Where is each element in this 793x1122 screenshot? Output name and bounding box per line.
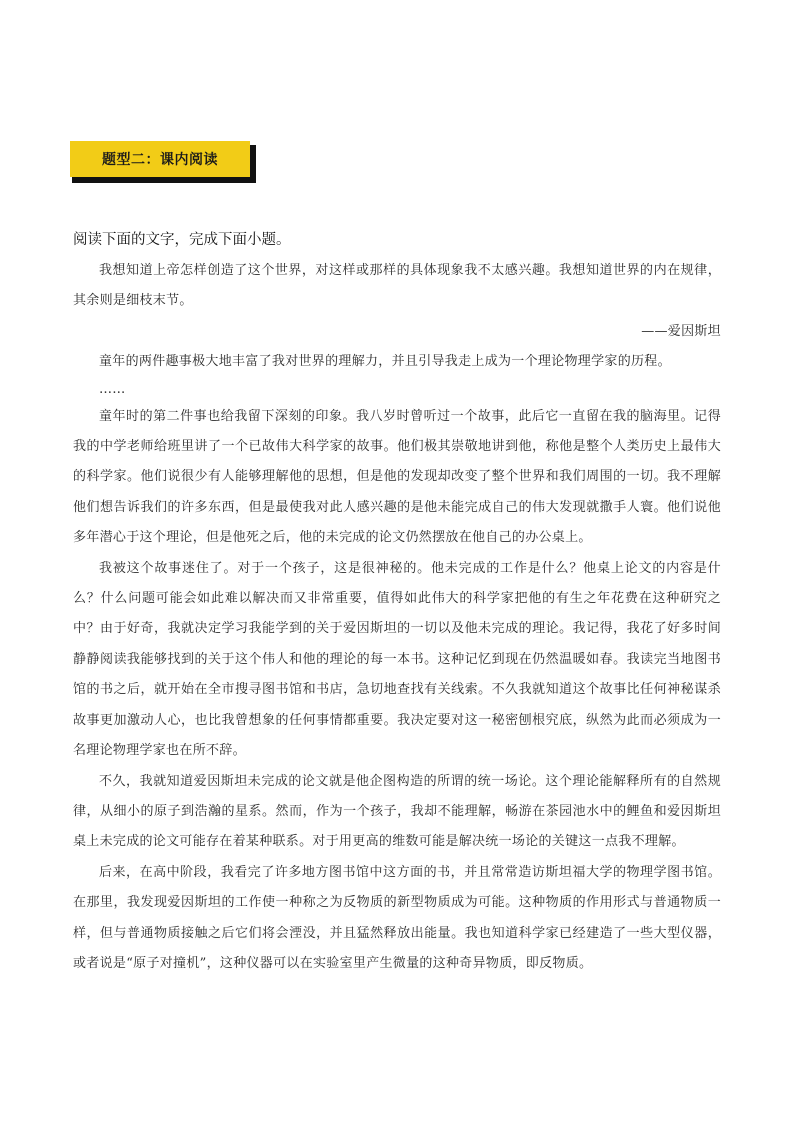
section-title: 题型二：课内阅读 bbox=[102, 152, 218, 168]
reading-passage bbox=[73, 256, 721, 979]
reading-instruction: 阅读下面的文字，完成下面小题。 bbox=[73, 232, 291, 248]
paragraph-6: 后来，在高中阶段，我看完了许多地方图书馆中这方面的书，并且常常造访斯坦福大学的物理学图书馆。在那里，我发现爱因斯坦的工作使一种称之为反物质的新型物质成为可能。这种物质的作用形式与普通物质一样，但与普通物质接触之后它们将会湮没，并且猛然释放出能量。我也知道科学家已经建造了一些大型仪器，或者说是“原子对撞机”，这种仪器可以在实验室里产生微量的这种奇异物质，即反物质。 bbox=[73, 864, 721, 971]
ellipsis-line: …… bbox=[99, 381, 126, 397]
paragraph-3: 童年时的第二件事也给我留下深刻的印象。我八岁时曾听过一个故事，此后它一直留在我的脑海里。记得我的中学老师给班里讲了一个已故伟大科学家的故事。他们极其崇敬地讲到他，称他是整个人类历史上最伟大的科学家。他们说很少有人能够理解他的思想，但是他的发现却改变了整个世界和我们周围的一切。我不理解他们想告诉我们的许多东西，但是最使我对此人感兴趣的是他未能完成自己的伟大发现就撒手人寰。他们说他多年潜心于这个理论，但是他死之后，他的未完成的论文仍然摆放在他自己的办公桌上。 bbox=[73, 408, 721, 546]
banner-face bbox=[70, 141, 250, 177]
paragraph-2: 童年的两件趣事极大地丰富了我对世界的理解力，并且引导我走上成为一个理论物理学家的历程。 bbox=[99, 354, 671, 370]
paragraph-5: 不久，我就知道爱因斯坦未完成的论文就是他企图构造的所谓的统一场论。这个理论能解释所有的自然规律，从细小的原子到浩瀚的星系。然而，作为一个孩子，我却不能理解，畅游在茶园池水中的鲤鱼和爱因斯坦桌上未完成的论文可能存在着某种联系。对于用更高的维数可能是解决统一场论的关键这一点我不理解。 bbox=[73, 773, 721, 850]
paragraph-1: 我想知道上帝怎样创造了这个世界，对这样或那样的具体现象我不太感兴趣。我想知道世界的内在规律，其余则是细枝末节。 bbox=[73, 263, 721, 309]
paragraph-4: 我被这个故事迷住了。对于一个孩子，这是很神秘的。他未完成的工作是什么？他桌上论文的内容是什么？什么问题可能会如此难以解决而又非常重要，值得如此伟大的科学家把他的有生之年花费在这种研究之中？由于好奇，我就决定学习我能学到的关于爱因斯坦的一切以及他未完成的理论。我记得，我花了好多时间静静阅读我能够找到的关于这个伟人和他的理论的每一本书。这种记忆到现在仍然温暖如春。我读完当地图书馆的书之后，就开始在全市搜寻图书馆和书店，急切地查找有关线索。不久我就知道这个故事比任何神秘谋杀故事更加激动人心，也比我曾想象的任何事情都重要。我决定要对这一秘密刨根究底，纵然为此而必须成为一名理论物理学家也在所不辞。 bbox=[73, 560, 721, 759]
section-banner bbox=[70, 141, 256, 183]
quote-signature: ——爱因斯坦 bbox=[641, 323, 721, 339]
